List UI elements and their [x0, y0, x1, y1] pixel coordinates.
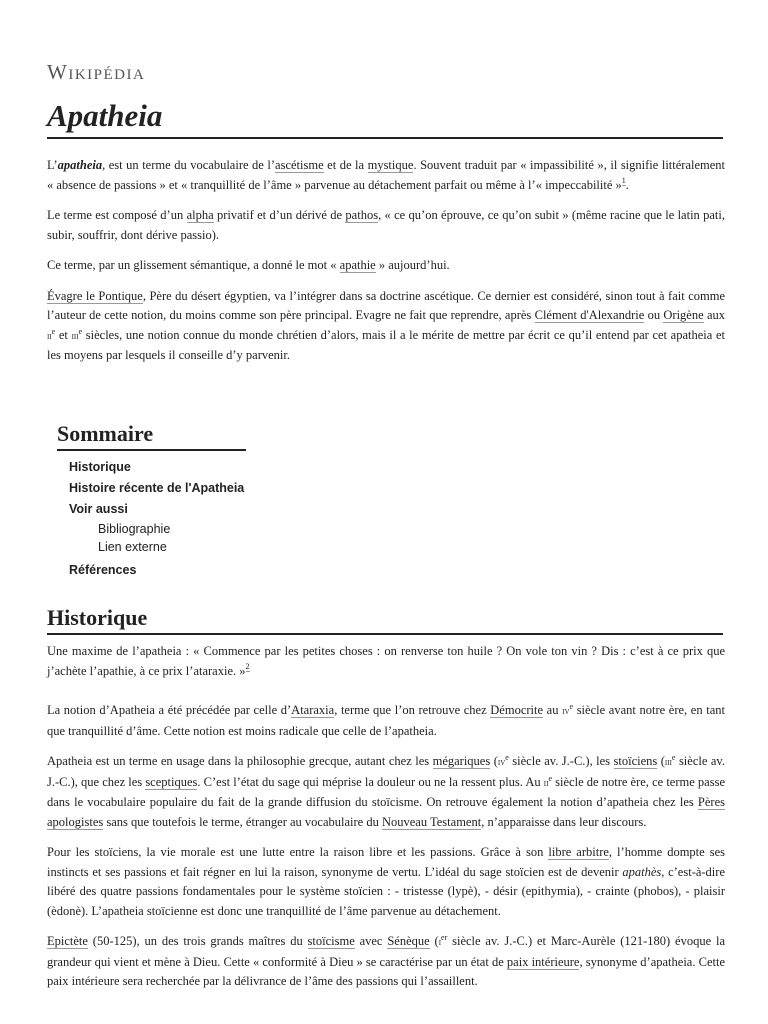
superscript: e	[671, 752, 676, 762]
link-libre-arbitre[interactable]: libre arbitre	[548, 845, 609, 859]
text: La notion d’Apatheia a été précédée par celle d’	[47, 703, 292, 717]
intro-content	[47, 156, 725, 377]
text: aux	[703, 308, 725, 322]
toc-item-voir-aussi[interactable]: Voir aussi	[69, 502, 128, 516]
text: siècle av. J.-C.), que chez les	[47, 754, 725, 789]
text: ou	[644, 308, 664, 322]
section-paragraph	[47, 642, 725, 681]
text: , Père du désert égyptien, va l’intégrer dans sa doctrine ascétique. Ce dernier est considéré, sinon tout à fait comme l’auteur de cette notion, du moins comme son père principal. Evagre ne fait que reprendre, après	[47, 288, 725, 322]
roman-numeral: ii	[543, 777, 549, 789]
page-title: Apatheia	[47, 96, 723, 139]
link-sceptiques[interactable]: sceptiques	[145, 774, 198, 789]
toc-item-lien-externe[interactable]: Lien externe	[98, 540, 167, 554]
text: (	[429, 934, 439, 948]
link-ataraxia[interactable]: Ataraxia	[291, 703, 335, 717]
intro-paragraph	[47, 287, 725, 366]
link-seneque[interactable]: Sénèque	[387, 934, 430, 948]
text: Ce terme, par un glissement sémantique, a donné le mot «	[47, 258, 340, 272]
text: (50-125), un des trois grands maîtres du	[87, 934, 308, 948]
text: L’	[47, 158, 58, 172]
text: Pour les stoïciens, la vie morale est une lutte entre la raison libre et les passions. Grâce à son	[47, 845, 549, 859]
reference-link[interactable]: 2	[245, 662, 250, 672]
table-of-contents	[57, 420, 246, 581]
text: .	[625, 177, 629, 192]
text: (	[657, 754, 665, 768]
text: Le terme est composé d’un	[47, 208, 187, 222]
text: , c’est-à-dire libéré des quatre passions fondamentales pour le système stoïcien : - tristesse (lypè), - désir (epithymia), - crainte (phobos), - plaisir (èdonè). L’apatheia stoïcienne est donc une tranquillité de l’âme parvenue au détachement.	[47, 864, 725, 918]
text: avec	[354, 934, 388, 948]
link-pathos[interactable]: pathos	[345, 208, 379, 222]
superscript: er	[441, 932, 448, 942]
superscript: e	[505, 752, 509, 762]
text: siècle avant notre ère, en tant que tranquillité d’âme. Cette notion est moins radicale que celle de l’apatheia.	[47, 703, 725, 738]
superscript: e	[51, 326, 56, 336]
intro-paragraph	[47, 206, 725, 245]
link-paix-interieure[interactable]: paix intérieure	[506, 954, 580, 969]
text: siècle de notre ère, ce terme passe dans le vocabulaire populaire du fait de la grande diffusion du stoïcisme. On retrouve également la notion d’apatheia chez les	[47, 774, 725, 809]
roman-numeral: iii	[664, 757, 672, 768]
link-nouveau-testament[interactable]: Nouveau Testament	[381, 814, 482, 829]
link-origene[interactable]: Origène	[663, 308, 704, 322]
superscript: e	[78, 326, 83, 336]
text: , l’homme dompte ses instincts et ses passions et fait régner en lui la raison, synonyme de vertu. L’idéal du sage stoïcien est de devenir	[47, 845, 725, 879]
roman-numeral: iv	[497, 757, 506, 768]
text: , n’apparaisse dans leur discours.	[481, 814, 647, 829]
text: sans que toutefois le terme, étranger au vocabulaire du	[103, 814, 382, 829]
toc-title: Sommaire	[57, 420, 246, 451]
superscript: e	[548, 773, 553, 783]
text: privatif et d’un dérivé de	[213, 208, 346, 222]
text: et	[55, 327, 72, 342]
link-alpha[interactable]: alpha	[186, 208, 214, 222]
link-clement[interactable]: Clément d'Alexandrie	[534, 308, 645, 322]
link-stoicisme[interactable]: stoïcisme	[307, 934, 355, 948]
text: , terme que l’on retrouve chez	[334, 703, 491, 717]
text: , « ce qu’on éprouve, ce qu’on subit » (même racine que le latin pati, subir, souffrir, dont dérive passio).	[47, 208, 725, 242]
roman-numeral: iii	[71, 330, 79, 342]
italic-term: apathès	[622, 864, 662, 879]
text: siècle av. J.-C.) et Marc-Aurèle (121-180) évoque la grandeur qui vient et mène à Dieu. Cette « conformité à Dieu » se caractérise par un état de	[47, 934, 725, 969]
text: (	[490, 754, 498, 768]
link-megariques[interactable]: mégariques	[432, 754, 491, 768]
link-stoiciens[interactable]: stoïciens	[613, 754, 658, 768]
roman-numeral: iv	[562, 706, 570, 717]
section-heading-historique: Historique	[47, 603, 723, 635]
link-democrite[interactable]: Démocrite	[490, 703, 544, 717]
wikipedia-logo[interactable]: Wikipédia	[47, 60, 146, 84]
toc-item-bibliographie[interactable]: Bibliographie	[98, 522, 171, 536]
link-mystique[interactable]: mystique	[367, 158, 414, 172]
text: , est un terme du vocabulaire de l’	[102, 158, 276, 172]
text: . C’est l’état du sage qui méprise la douleur ou ne la ressent plus. Au	[197, 774, 544, 789]
reference-link[interactable]: 1	[621, 176, 626, 186]
intro-paragraph	[47, 156, 725, 195]
section-paragraph	[47, 752, 725, 832]
historique-content	[47, 642, 725, 1003]
intro-paragraph	[47, 256, 725, 276]
text: Une maxime de l’apatheia : « Commence par les petites choses : on renverse ton huile ? On vole ton vin ? Dis : c’est à ce prix que j’achète l’apathie, à ce prix l’ataraxie. »	[47, 644, 725, 678]
superscript: e	[569, 701, 574, 711]
roman-numeral: ii	[47, 330, 52, 342]
section-paragraph	[47, 701, 725, 741]
term-bold: apatheia	[57, 158, 103, 172]
link-ascetisme[interactable]: ascétisme	[275, 158, 324, 172]
text: , synonyme d’apatheia. Cette paix intérieure sera recherchée par la délivrance de l’âme des passions qui l’assaillent.	[47, 954, 725, 988]
text: » aujourd’hui.	[375, 258, 450, 272]
link-evagre[interactable]: Évagre le Pontique	[47, 288, 143, 303]
link-peres-apologistes[interactable]: Pères apologistes	[47, 795, 725, 829]
link-apathie[interactable]: apathie	[339, 258, 376, 272]
text: au	[543, 703, 563, 717]
text: siècle av. J.-C.), les	[508, 754, 614, 768]
link-epictete[interactable]: Epictète	[47, 934, 88, 948]
text: Apatheia est un terme en usage dans la philosophie grecque, autant chez les	[47, 754, 433, 768]
toc-item-histoire-recente[interactable]: Histoire récente de l'Apatheia	[69, 481, 245, 495]
text: . Souvent traduit par « impassibilité », il signifie littéralement « absence de passions » et « tranquillité de l’âme » parvenue au détachement parfait ou même à l’« impeccabilité »	[47, 158, 726, 192]
roman-numeral: i	[438, 937, 442, 948]
section-paragraph	[47, 932, 725, 992]
text: siècles, une notion connue du monde chrétien d’alors, mais il a le mérite de mettre par écrit ce qu’il entend par cet apatheia et les moyens par lesquels il conseille d’y parvenir.	[47, 327, 725, 362]
toc-item-references[interactable]: Références	[69, 563, 137, 577]
text: et de la	[323, 158, 368, 172]
toc-item-historique[interactable]: Historique	[69, 460, 131, 474]
section-paragraph	[47, 843, 725, 921]
